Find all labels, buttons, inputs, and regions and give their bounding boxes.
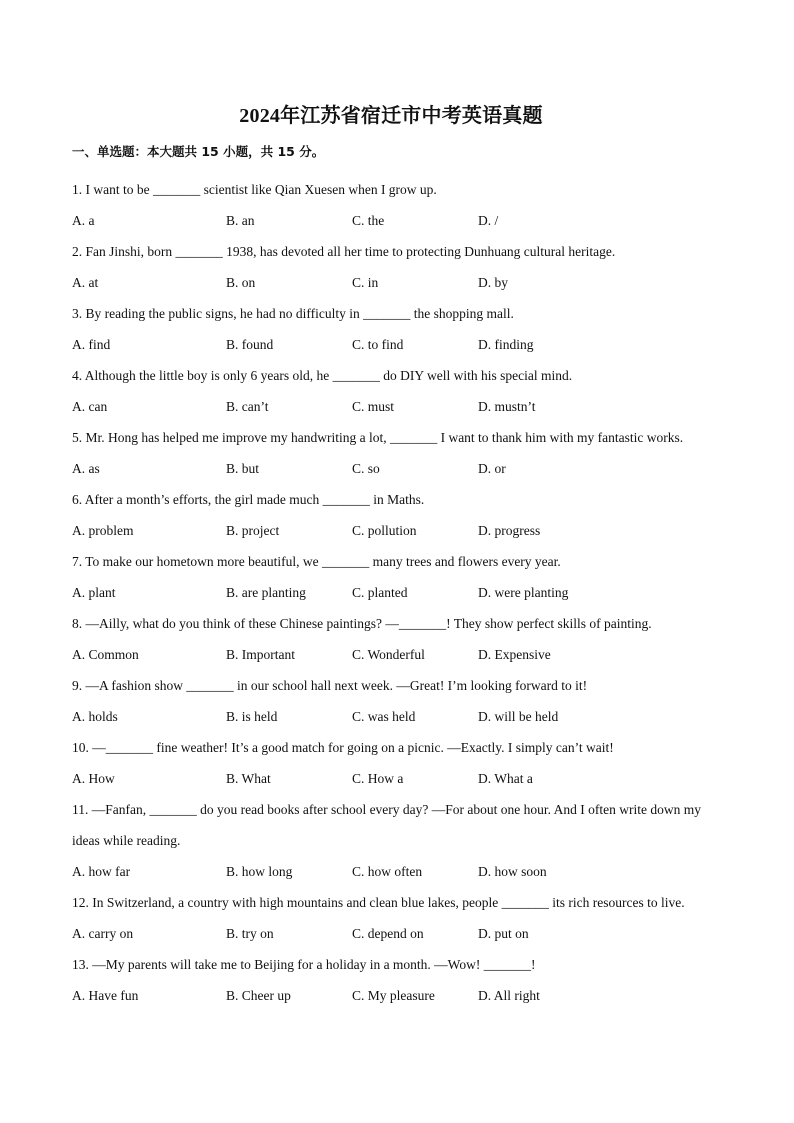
answer-options <box>72 701 710 732</box>
question-stem: 1. I want to be _______ scientist like Qian Xuesen when I grow up. <box>72 182 437 197</box>
answer-options <box>72 267 710 298</box>
option-b: B. project <box>226 523 280 538</box>
page-title: 2024年江苏省宿迁市中考英语真题 <box>239 105 543 127</box>
question-2 <box>72 236 710 298</box>
question-stem: 11. —Fanfan, _______ do you read books after school every day? —For about one hour. And I often write down my ideas while reading. <box>72 802 701 848</box>
answer-options <box>72 980 710 1011</box>
option-c: C. so <box>352 461 380 476</box>
option-a: A. as <box>72 461 100 476</box>
option-c: C. in <box>352 275 379 290</box>
option-c: C. was held <box>352 709 416 724</box>
answer-options <box>72 918 710 949</box>
option-d: D. What a <box>478 771 533 786</box>
option-c: C. pollution <box>352 523 417 538</box>
option-d: D. Expensive <box>478 647 551 662</box>
option-a: A. at <box>72 275 99 290</box>
question-stem: 4. Although the little boy is only 6 years old, he _______ do DIY well with his special mind. <box>72 368 573 383</box>
option-c: C. depend on <box>352 926 424 941</box>
option-d: D. will be held <box>478 709 559 724</box>
option-b: B. Cheer up <box>226 988 291 1003</box>
option-a: A. carry on <box>72 926 134 941</box>
question-stem: 8. —Ailly, what do you think of these Chinese paintings? —_______! They show perfect skills of painting. <box>72 616 652 631</box>
option-b: B. try on <box>226 926 274 941</box>
question-stem: 10. —_______ fine weather! It’s a good match for going on a picnic. —Exactly. I simply can’t wait! <box>72 740 614 755</box>
question-3 <box>72 298 710 360</box>
option-c: C. My pleasure <box>352 988 435 1003</box>
question-1 <box>72 174 710 236</box>
question-stem: 3. By reading the public signs, he had no difficulty in _______ the shopping mall. <box>72 306 514 321</box>
option-b: B. how long <box>226 864 293 879</box>
option-c: C. the <box>352 213 385 228</box>
answer-options <box>72 453 710 484</box>
option-b: B. can’t <box>226 399 269 414</box>
option-b: B. What <box>226 771 271 786</box>
option-b: B. but <box>226 461 260 476</box>
question-stem: 5. Mr. Hong has helped me improve my handwriting a lot, _______ I want to thank him with my fantastic works. <box>72 430 684 445</box>
question-10 <box>72 732 710 794</box>
option-b: B. Important <box>226 647 295 662</box>
option-d: D. were planting <box>478 585 569 600</box>
option-d: D. or <box>478 461 506 476</box>
option-b: B. found <box>226 337 274 352</box>
option-b: B. on <box>226 275 256 290</box>
question-9 <box>72 670 710 732</box>
option-d: D. progress <box>478 523 541 538</box>
question-stem: 13. —My parents will take me to Beijing for a holiday in a month. —Wow! _______! <box>72 957 536 972</box>
question-stem: 9. —A fashion show _______ in our school hall next week. —Great! I’m looking forward to it! <box>72 678 588 693</box>
option-c: C. planted <box>352 585 408 600</box>
question-13 <box>72 949 710 1011</box>
option-a: A. holds <box>72 709 118 724</box>
option-a: A. a <box>72 213 95 228</box>
question-11 <box>72 794 710 887</box>
answer-options <box>72 205 710 236</box>
option-d: D. mustn’t <box>478 399 536 414</box>
option-a: A. Have fun <box>72 988 139 1003</box>
answer-options <box>72 391 710 422</box>
question-6 <box>72 484 710 546</box>
option-a: A. can <box>72 399 108 414</box>
option-a: A. problem <box>72 523 134 538</box>
question-stem: 2. Fan Jinshi, born _______ 1938, has devoted all her time to protecting Dunhuang cultural heritage. <box>72 244 616 259</box>
option-b: B. is held <box>226 709 278 724</box>
option-c: C. how often <box>352 864 423 879</box>
question-stem: 12. In Switzerland, a country with high mountains and clean blue lakes, people _______ its rich resources to live. <box>72 895 685 910</box>
answer-options <box>72 856 710 887</box>
option-b: B. are planting <box>226 585 306 600</box>
option-a: A. plant <box>72 585 116 600</box>
option-d: D. how soon <box>478 864 547 879</box>
section-heading: 一、单选题：本大题共 15 小题，共 15 分。 <box>72 144 325 159</box>
option-c: C. How a <box>352 771 404 786</box>
answer-options <box>72 763 710 794</box>
question-8 <box>72 608 710 670</box>
option-d: D. / <box>478 213 499 228</box>
question-stem: 6. After a month’s efforts, the girl made much _______ in Maths. <box>72 492 425 507</box>
option-c: C. must <box>352 399 395 414</box>
option-d: D. All right <box>478 988 540 1003</box>
option-a: A. how far <box>72 864 131 879</box>
option-d: D. put on <box>478 926 529 941</box>
option-a: A. Common <box>72 647 139 662</box>
question-7 <box>72 546 710 608</box>
question-4 <box>72 360 710 422</box>
option-c: C. Wonderful <box>352 647 425 662</box>
option-a: A. How <box>72 771 115 786</box>
option-d: D. by <box>478 275 508 290</box>
option-d: D. finding <box>478 337 534 352</box>
question-stem: 7. To make our hometown more beautiful, we _______ many trees and flowers every year. <box>72 554 561 569</box>
answer-options <box>72 577 710 608</box>
answer-options <box>72 329 710 360</box>
option-b: B. an <box>226 213 255 228</box>
question-5 <box>72 422 710 484</box>
answer-options <box>72 515 710 546</box>
question-12 <box>72 887 710 949</box>
option-a: A. find <box>72 337 111 352</box>
option-c: C. to find <box>352 337 404 352</box>
answer-options <box>72 639 710 670</box>
